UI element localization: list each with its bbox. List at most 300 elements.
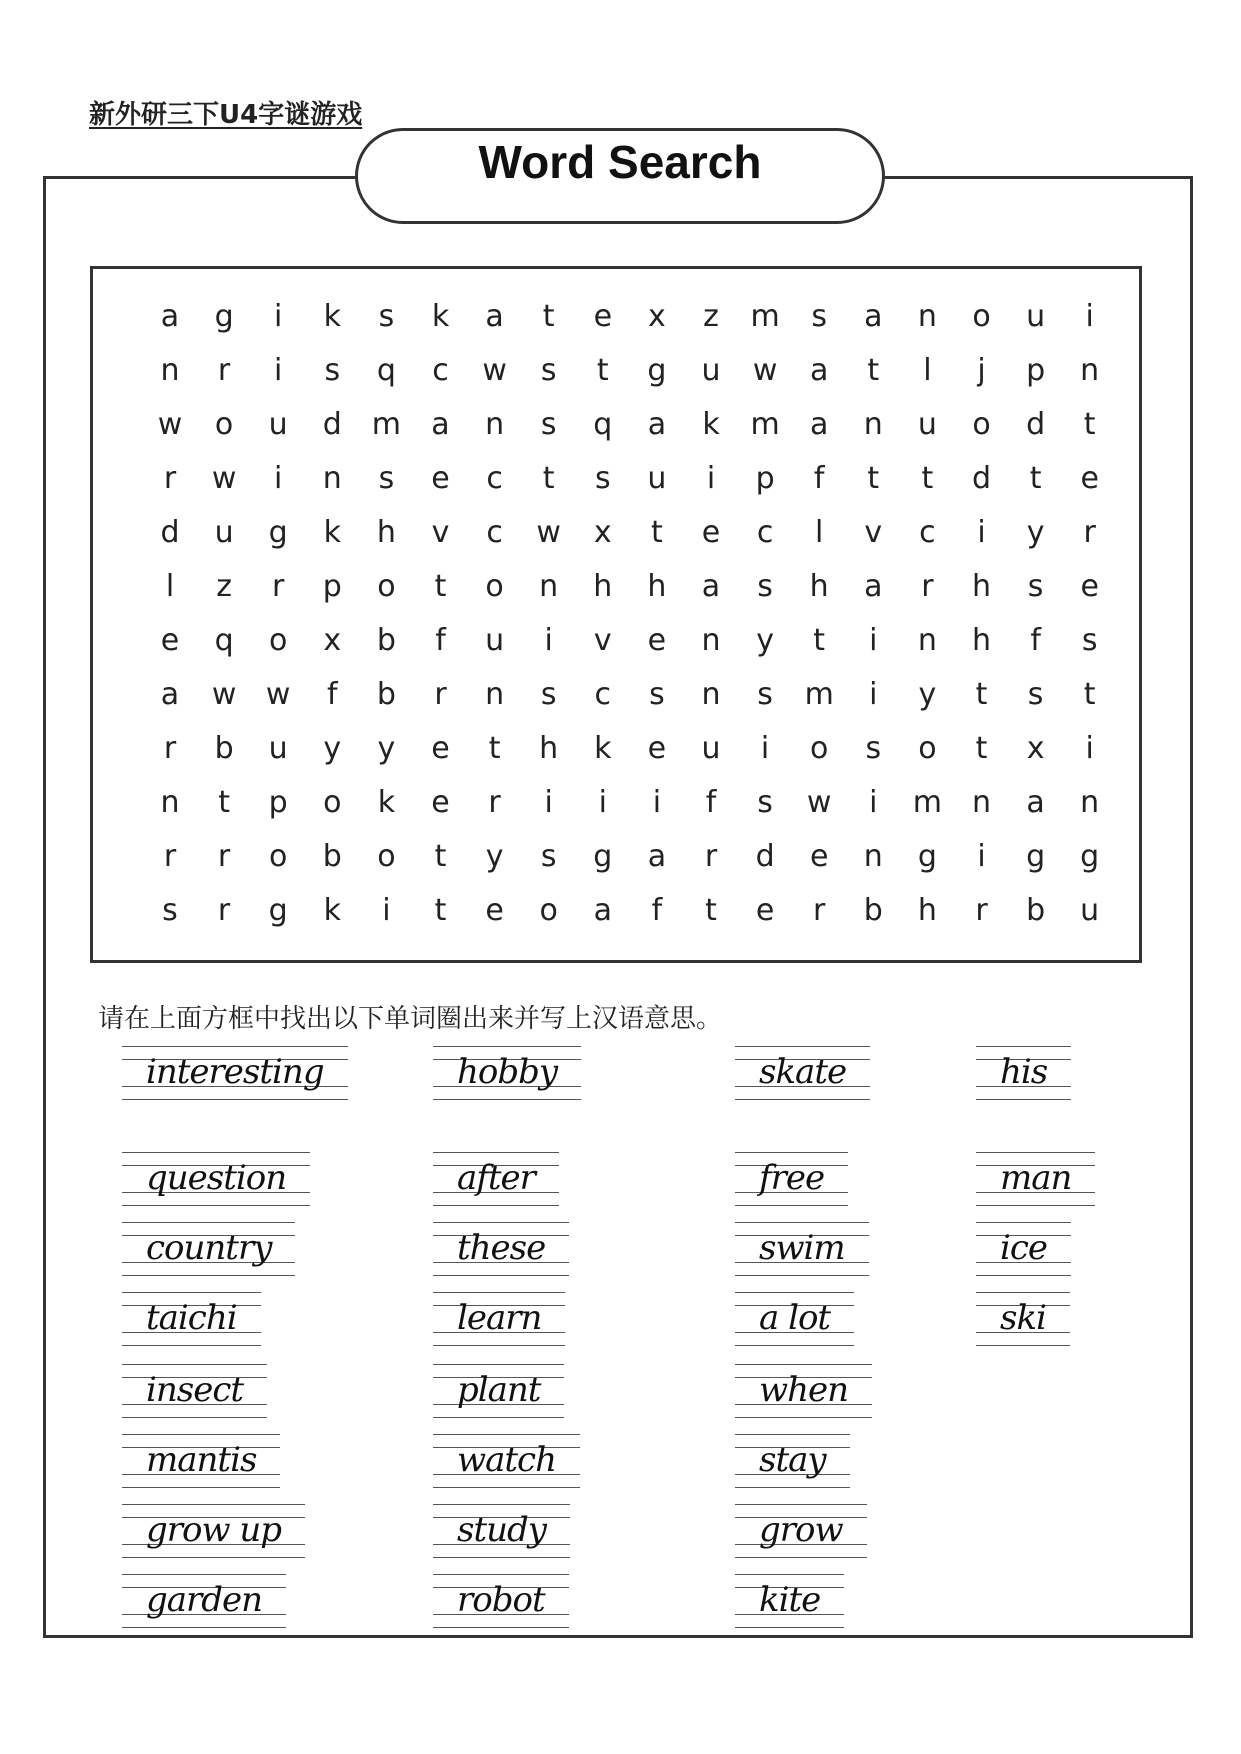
grid-letter[interactable]: m [750,299,780,334]
word-entry [122,1046,348,1100]
grid-letter[interactable]: t [921,461,934,496]
grid-letter[interactable]: e [1080,569,1099,604]
grid-letter[interactable]: f [813,461,825,496]
word-entry [735,1152,848,1206]
grid-letter[interactable]: m [804,677,834,712]
grid-letter[interactable]: o [810,731,829,766]
word-text: skate [759,1052,847,1092]
grid-letter[interactable]: m [750,407,780,442]
grid-letter[interactable]: o [972,299,991,334]
grid-letter[interactable]: a [647,839,667,874]
writing-line [735,1099,870,1100]
grid-letter[interactable]: p [755,461,775,496]
grid-letter[interactable]: r [704,839,718,874]
grid-letter[interactable]: k [323,893,341,928]
grid-letter[interactable]: y [1026,515,1045,550]
grid-letter[interactable]: u [1026,299,1046,334]
word-entry [122,1574,286,1628]
grid-letter[interactable]: y [377,731,396,766]
word-entry [735,1292,854,1346]
grid-letter[interactable]: b [322,839,342,874]
grid-letter[interactable]: r [1083,515,1096,550]
grid-letter[interactable]: l [923,353,932,388]
grid-letter[interactable]: h [376,515,396,550]
grid-letter[interactable]: y [485,839,504,874]
page-title: Word Search [478,136,762,188]
writing-line [735,1434,850,1435]
grid-letter[interactable]: r [975,893,988,928]
grid-letter[interactable]: q [593,407,613,442]
writing-line [122,1205,310,1206]
word-text: plant [457,1370,541,1410]
grid-letter[interactable]: d [1026,407,1046,442]
writing-line [433,1099,581,1100]
grid-letter[interactable]: n [917,299,937,334]
writing-line [735,1345,854,1346]
writing-line [433,1222,569,1223]
grid-letter[interactable]: u [1080,893,1100,928]
grid-letter[interactable]: i [1085,299,1094,334]
writing-line [735,1364,872,1365]
word-text: man [1000,1158,1072,1198]
word-text: these [457,1228,546,1268]
grid-letter[interactable]: s [162,893,178,928]
grid-letter[interactable]: p [322,569,342,604]
writing-line [976,1292,1070,1293]
writing-line [122,1557,305,1558]
grid-letter[interactable]: k [323,299,341,334]
grid-letter[interactable]: y [918,677,937,712]
word-text: when [759,1370,849,1410]
word-text: free [759,1158,825,1198]
grid-letter[interactable]: r [272,569,285,604]
grid-letter[interactable]: i [977,515,986,550]
grid-letter[interactable]: o [269,623,288,658]
grid-letter[interactable]: n [485,677,505,712]
word-entry [735,1574,844,1628]
writing-line [433,1292,565,1293]
grid-letter[interactable]: a [701,569,721,604]
grid-letter[interactable]: g [268,893,288,928]
word-entry [433,1434,580,1488]
grid-letter[interactable]: a [647,407,667,442]
grid-letter[interactable]: t [488,731,501,766]
grid-letter[interactable]: s [757,569,773,604]
grid-letter[interactable]: o [918,731,937,766]
writing-line [735,1627,844,1628]
grid-letter[interactable]: n [917,623,937,658]
grid-letter[interactable]: u [701,731,721,766]
grid-letter[interactable]: b [863,893,883,928]
grid-letter[interactable]: z [216,569,232,604]
grid-letter[interactable]: i [652,785,662,820]
grid-letter[interactable]: c [756,515,774,550]
grid-letter[interactable]: h [647,569,667,604]
word-entry [433,1222,569,1276]
grid-letter[interactable]: t [1083,677,1096,712]
word-text: interesting [146,1052,324,1092]
grid-letter[interactable]: p [268,785,288,820]
grid-letter[interactable]: g [1026,839,1046,874]
grid-letter[interactable]: c [432,353,449,388]
word-entry [122,1364,267,1418]
writing-line [122,1275,295,1276]
writing-line [433,1504,570,1505]
grid-letter[interactable]: a [485,299,504,334]
grid-letter[interactable]: y [756,623,774,658]
grid-letter[interactable]: w [752,353,778,388]
grid-letter[interactable]: g [647,353,667,388]
grid-letter[interactable]: i [598,785,607,820]
grid-letter[interactable]: t [867,461,880,496]
word-entry [735,1504,867,1558]
word-text: country [146,1228,272,1268]
writing-line [122,1046,348,1047]
grid-letter[interactable]: t [651,515,663,550]
grid-letter[interactable]: w [265,677,291,712]
grid-letter[interactable]: k [431,299,450,334]
grid-letter[interactable]: n [863,839,883,874]
word-text: learn [457,1298,542,1338]
grid-letter[interactable]: t [542,299,555,334]
writing-line [433,1487,580,1488]
grid-letter[interactable]: n [1080,785,1100,820]
grid-letter[interactable]: b [376,677,396,712]
grid-letter[interactable]: s [865,731,882,766]
writing-line [976,1152,1095,1153]
writing-line [735,1557,867,1558]
grid-letter[interactable]: a [809,407,829,442]
grid-letter[interactable]: g [593,839,613,874]
grid-letter[interactable]: r [434,677,447,712]
grid-letter[interactable]: n [160,785,180,820]
grid-letter[interactable]: e [431,461,450,496]
grid-letter[interactable]: s [378,299,395,334]
word-text: mantis [146,1440,257,1480]
grid-letter[interactable]: o [539,893,558,928]
grid-letter[interactable]: k [702,407,720,442]
grid-letter[interactable]: b [376,623,396,658]
grid-letter[interactable]: t [1029,461,1042,496]
grid-letter[interactable]: c [594,677,612,712]
grid-letter[interactable]: f [435,623,446,658]
word-entry [735,1364,872,1418]
grid-letter[interactable]: e [701,515,721,550]
grid-letter[interactable]: n [322,461,342,496]
word-text: stay [759,1440,826,1480]
grid-letter[interactable]: z [703,299,719,334]
grid-letter[interactable]: o [485,569,504,604]
grid-letter[interactable]: s [757,785,773,820]
grid-letter[interactable]: r [163,461,177,496]
grid-letter[interactable]: h [971,569,991,604]
grid-letter[interactable]: t [596,353,609,388]
grid-letter[interactable]: f [1030,623,1041,658]
grid-letter[interactable]: s [1027,569,1044,604]
grid-letter[interactable]: e [647,731,667,766]
grid-letter[interactable]: o [377,839,396,874]
grid-letter[interactable]: w [536,515,561,550]
grid-letter[interactable]: t [434,893,447,928]
grid-letter[interactable]: s [378,461,395,496]
word-text: ice [1000,1228,1048,1268]
grid-letter[interactable]: d [322,407,342,442]
grid-letter[interactable]: w [211,461,237,496]
grid-letter[interactable]: v [864,515,883,550]
grid-letter[interactable]: l [815,515,824,550]
word-entry [122,1434,280,1488]
grid-letter[interactable]: w [157,407,183,442]
grid-letter[interactable]: r [163,839,177,874]
word-text: study [457,1510,546,1550]
grid-letter[interactable]: s [540,407,557,442]
grid-letter[interactable]: n [539,569,559,604]
word-text: robot [457,1580,545,1620]
grid-letter[interactable]: i [274,299,283,334]
writing-line [433,1152,559,1153]
grid-letter[interactable]: r [217,893,231,928]
grid-letter[interactable]: t [1083,407,1096,442]
grid-letter[interactable]: m [371,407,401,442]
grid-letter[interactable]: i [544,785,553,820]
grid-letter[interactable]: s [1081,623,1098,658]
grid-letter[interactable]: n [701,623,721,658]
grid-letter[interactable]: s [1027,677,1044,712]
writing-line [433,1345,565,1346]
writing-line [433,1557,570,1558]
grid-letter[interactable]: i [274,461,283,496]
grid-letter[interactable]: a [864,569,883,604]
writing-line [122,1574,286,1575]
grid-letter[interactable]: g [917,839,937,874]
grid-letter[interactable]: a [809,353,829,388]
writing-line [433,1434,580,1435]
grid-letter[interactable]: o [377,569,396,604]
word-entry [433,1364,564,1418]
word-entry [122,1504,305,1558]
writing-line [976,1275,1071,1276]
grid-letter[interactable]: i [869,677,878,712]
grid-letter[interactable]: e [647,623,667,658]
grid-letter[interactable]: i [977,839,986,874]
writing-line [735,1574,844,1575]
grid-letter[interactable]: u [917,407,937,442]
grid-letter[interactable]: u [701,353,721,388]
grid-letter[interactable]: i [544,623,553,658]
writing-line [433,1205,559,1206]
grid-letter[interactable]: e [1080,461,1099,496]
grid-letter[interactable]: s [811,299,827,334]
grid-letter[interactable]: s [649,677,665,712]
writing-line [433,1574,569,1575]
grid-letter[interactable]: d [160,515,180,550]
grid-letter[interactable]: i [869,623,878,658]
word-text: hobby [457,1052,558,1092]
grid-letter[interactable]: n [701,677,721,712]
grid-letter[interactable]: a [864,299,883,334]
grid-letter[interactable]: n [863,407,883,442]
word-entry [735,1222,869,1276]
grid-letter[interactable]: i [274,353,283,388]
grid-letter[interactable]: f [651,893,663,928]
grid-letter[interactable]: t [218,785,230,820]
grid-letter[interactable]: n [160,353,180,388]
grid-letter[interactable]: k [377,785,396,820]
word-entry [122,1222,295,1276]
grid-letter[interactable]: t [975,677,988,712]
grid-letter[interactable]: u [268,731,288,766]
grid-letter[interactable]: o [323,785,342,820]
grid-letter[interactable]: g [1080,839,1100,874]
writing-line [976,1222,1071,1223]
grid-letter[interactable]: m [912,785,942,820]
grid-letter[interactable]: w [806,785,832,820]
grid-letter[interactable]: t [975,731,988,766]
word-entry [976,1152,1095,1206]
word-entry [976,1046,1071,1100]
grid-letter[interactable]: c [486,461,503,496]
grid-letter[interactable]: w [482,353,507,388]
grid-letter[interactable]: o [269,839,288,874]
grid-letter[interactable]: i [760,731,770,766]
grid-letter[interactable]: a [1026,785,1045,820]
grid-letter[interactable]: f [327,677,338,712]
grid-letter[interactable]: d [755,839,775,874]
grid-letter[interactable]: h [809,569,829,604]
grid-letter[interactable]: i [382,893,391,928]
grid-letter[interactable]: q [376,353,396,388]
grid-letter[interactable]: u [485,623,505,658]
writing-line [976,1345,1070,1346]
grid-letter[interactable]: e [431,785,450,820]
grid-letter[interactable]: w [211,677,237,712]
grid-letter[interactable]: r [813,893,826,928]
writing-line [735,1205,848,1206]
word-text: kite [759,1580,821,1620]
grid-letter[interactable]: d [971,461,992,496]
writing-line [976,1046,1071,1047]
grid-letter[interactable]: b [214,731,234,766]
word-text: question [146,1158,287,1198]
grid-letter[interactable]: x [323,623,342,658]
word-entry [433,1046,581,1100]
grid-letter[interactable]: r [488,785,501,820]
grid-letter[interactable]: y [323,731,342,766]
grid-letter[interactable]: a [160,677,180,712]
grid-letter[interactable]: u [647,461,667,496]
grid-letter[interactable]: g [214,299,234,334]
grid-letter[interactable]: i [869,785,878,820]
grid-letter[interactable]: i [706,461,716,496]
grid-letter[interactable]: s [324,353,341,388]
grid-letter[interactable]: o [972,407,991,442]
grid-letter[interactable]: t [434,839,447,874]
grid-letter[interactable]: k [594,731,612,766]
grid-letter[interactable]: t [813,623,826,658]
grid-letter[interactable]: x [1026,731,1045,766]
grid-letter[interactable]: e [431,731,450,766]
grid-letter[interactable]: r [921,569,934,604]
word-text: after [457,1158,535,1198]
grid-letter[interactable]: r [217,839,231,874]
grid-letter[interactable]: u [268,407,288,442]
writing-line [122,1152,310,1153]
grid-letter[interactable]: b [1026,893,1046,928]
grid-letter[interactable]: c [919,515,936,550]
writing-line [122,1292,261,1293]
grid-letter[interactable]: k [323,515,341,550]
grid-letter[interactable]: e [593,299,613,334]
grid-letter[interactable]: h [917,893,937,928]
grid-letter[interactable]: e [809,839,829,874]
grid-letter[interactable]: h [971,623,991,658]
grid-letter[interactable]: s [594,461,611,496]
grid-letter[interactable]: t [867,353,880,388]
instruction-text: 请在上面方框中找出以下单词圈出来并写上汉语意思。 [98,1004,723,1034]
grid-letter[interactable]: e [160,623,180,658]
grid-letter[interactable]: g [268,515,288,550]
grid-letter[interactable]: x [648,299,666,334]
grid-letter[interactable]: e [755,893,775,928]
grid-letter[interactable]: r [163,731,177,766]
writing-line [122,1434,280,1435]
grid-letter[interactable]: a [593,893,612,928]
grid-letter[interactable]: v [431,515,450,550]
grid-letter[interactable]: n [971,785,991,820]
grid-letter[interactable]: n [1080,353,1100,388]
grid-letter[interactable]: n [485,407,505,442]
grid-letter[interactable]: t [434,569,447,604]
word-entry [122,1292,261,1346]
grid-letter[interactable]: a [431,407,450,442]
grid-letter[interactable]: l [165,569,175,604]
grid-letter[interactable]: c [486,515,503,550]
letter-grid [90,266,1142,963]
grid-letter[interactable]: t [705,893,717,928]
writing-line [433,1417,564,1418]
grid-letter[interactable]: s [540,353,557,388]
writing-line [976,1099,1071,1100]
grid-letter[interactable]: f [705,785,717,820]
grid-letter[interactable]: o [214,407,234,442]
writing-line [735,1417,872,1418]
grid-letter[interactable]: x [593,515,612,550]
word-text: taichi [146,1298,237,1338]
grid-letter[interactable]: e [485,893,504,928]
grid-letter[interactable]: s [540,677,557,712]
grid-letter[interactable]: s [540,839,557,874]
writing-line [735,1222,869,1223]
grid-letter[interactable]: u [214,515,234,550]
writing-line [122,1487,280,1488]
grid-letter[interactable]: i [1085,731,1094,766]
grid-letter[interactable]: q [214,623,234,658]
word-entry [433,1574,569,1628]
word-text: insect [146,1370,244,1410]
grid-letter[interactable]: r [217,353,231,388]
grid-letter[interactable]: p [1026,353,1046,388]
writing-line [735,1152,848,1153]
grid-letter[interactable]: h [593,569,613,604]
grid-letter[interactable]: j [977,353,986,388]
writing-line [735,1046,870,1047]
grid-letter[interactable]: a [160,299,180,334]
grid-letter[interactable]: h [539,731,559,766]
grid-letter[interactable]: v [593,623,612,658]
grid-letter[interactable]: s [757,677,773,712]
writing-line [735,1275,869,1276]
grid-letter[interactable]: t [542,461,555,496]
